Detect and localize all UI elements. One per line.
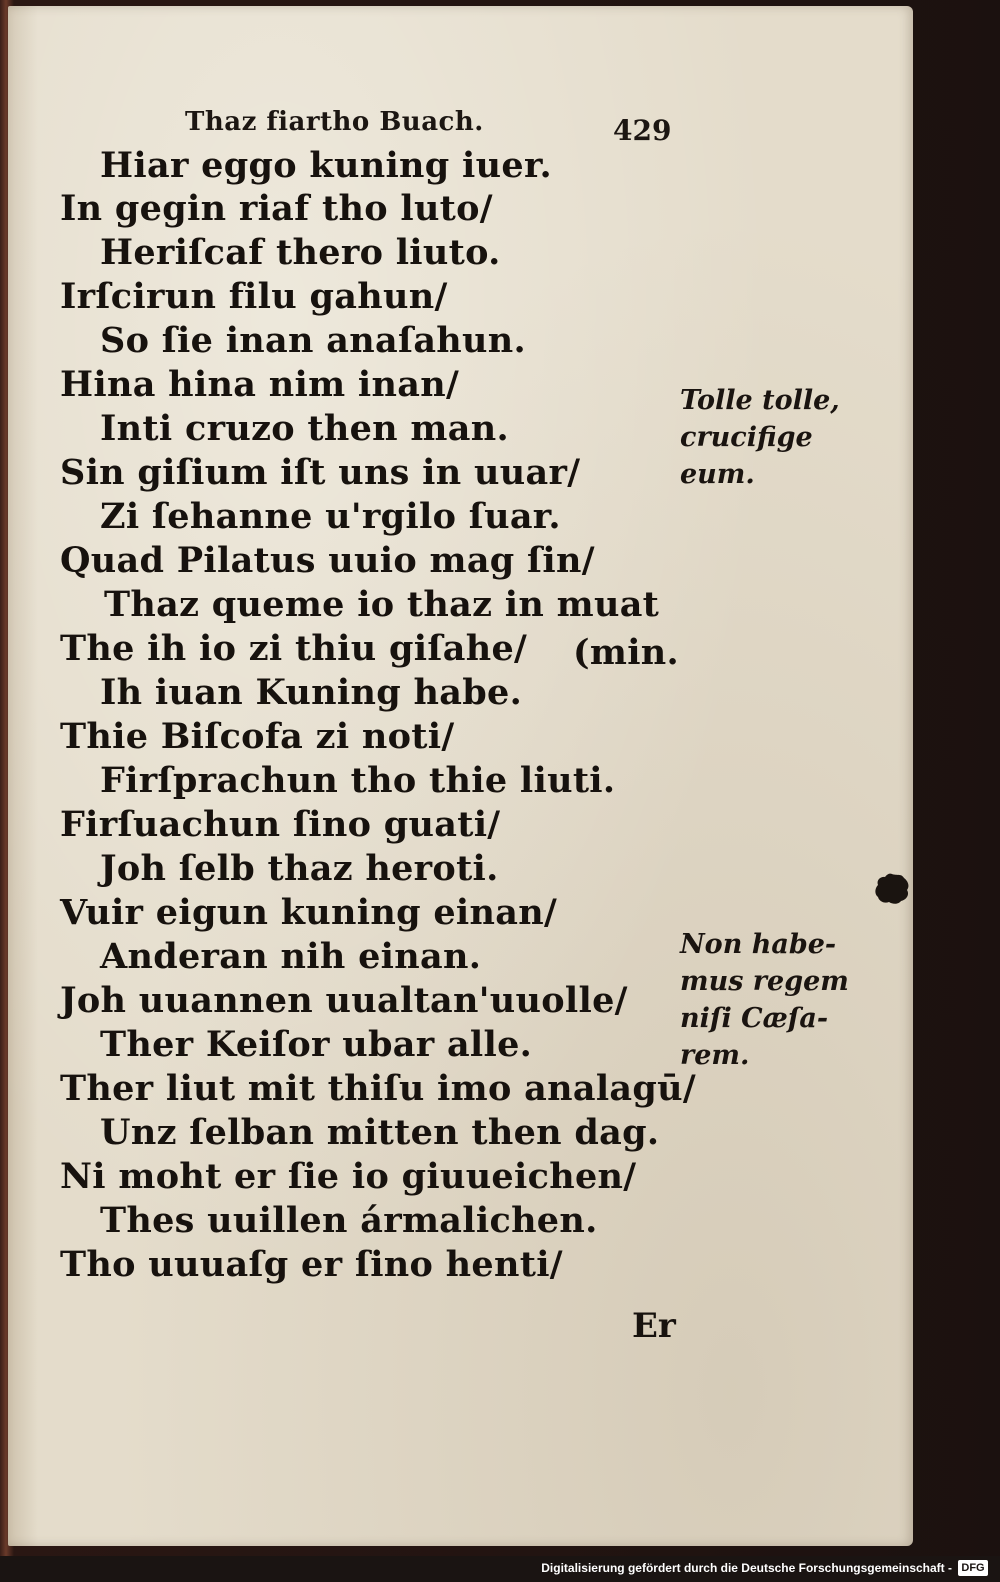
verse-line: Hiar eggo kuning iuer.: [100, 145, 552, 186]
margin-note-line: crucifige: [680, 422, 813, 453]
verse-line: Ih iuan Kuning habe.: [100, 672, 523, 713]
catchword: Er: [632, 1306, 676, 1346]
verse-line: Sin giſium iſt uns in uuar/: [60, 452, 581, 493]
dfg-logo-icon: DFG: [958, 1560, 988, 1576]
verse-line: Ther liut mit thiſu imo analagū/: [60, 1068, 696, 1109]
margin-note-line: Tolle tolle,: [680, 385, 840, 416]
verse-line: Irſcirun filu gahun/: [60, 276, 448, 317]
verse-line: Quad Pilatus uuio mag ſin/: [60, 540, 595, 581]
verse-line: Vuir eigun kuning einan/: [60, 892, 558, 933]
verse-line: Firſuachun ſino guati/: [60, 804, 501, 845]
margin-note-line: eum.: [680, 459, 755, 490]
verse-line: Ther Keiſor ubar alle.: [100, 1024, 533, 1065]
book-page: [8, 6, 913, 1546]
verse-line: Anderan nih einan.: [100, 936, 482, 977]
verse-line: In gegin riaf tho luto/: [60, 188, 493, 229]
verse-line: Firſprachun tho thie liuti.: [100, 760, 616, 801]
verse-line-turnover: (min.: [573, 632, 680, 673]
verse-line: Zi ſehanne u'rgilo ſuar.: [100, 496, 561, 537]
verse-line: Thaz queme io thaz in muat: [104, 584, 660, 625]
margin-note-line: Non habe-: [680, 929, 837, 960]
verse-line: So ſie inan anaſahun.: [100, 320, 527, 361]
verse-line: The ih io zi thiu giſahe/: [60, 628, 528, 669]
verse-line: Unz ſelban mitten then dag.: [100, 1112, 660, 1153]
running-title: Thaz fiartho Buach.: [185, 107, 484, 137]
verse-line: Heriſcaf thero liuto.: [100, 232, 501, 273]
verse-line: Hina hina nim inan/: [60, 364, 460, 405]
verse-line: Tho uuuaſg er ſino henti/: [60, 1244, 563, 1285]
margin-note-line: rem.: [680, 1040, 750, 1071]
margin-note-line: niſi Cæſa-: [680, 1003, 829, 1034]
verse-line: Joh ſelb thaz heroti.: [100, 848, 499, 889]
page-number: 429: [613, 114, 672, 147]
ink-blot-icon: [873, 872, 911, 906]
margin-note-line: mus regem: [680, 966, 849, 997]
footer-credit: Digitalisierung gefördert durch die Deutsche Forschungsgemeinschaft -: [541, 1561, 952, 1575]
verse-line: Ni moht er ſie io giuueichen/: [60, 1156, 637, 1197]
verse-line: Inti cruzo then man.: [100, 408, 509, 449]
verse-line: Thes uuillen ármalichen.: [100, 1200, 598, 1241]
verse-line: Thie Biſcofa zi noti/: [60, 716, 455, 757]
verse-line: Joh uuannen uualtan'uuolle/: [60, 980, 628, 1021]
